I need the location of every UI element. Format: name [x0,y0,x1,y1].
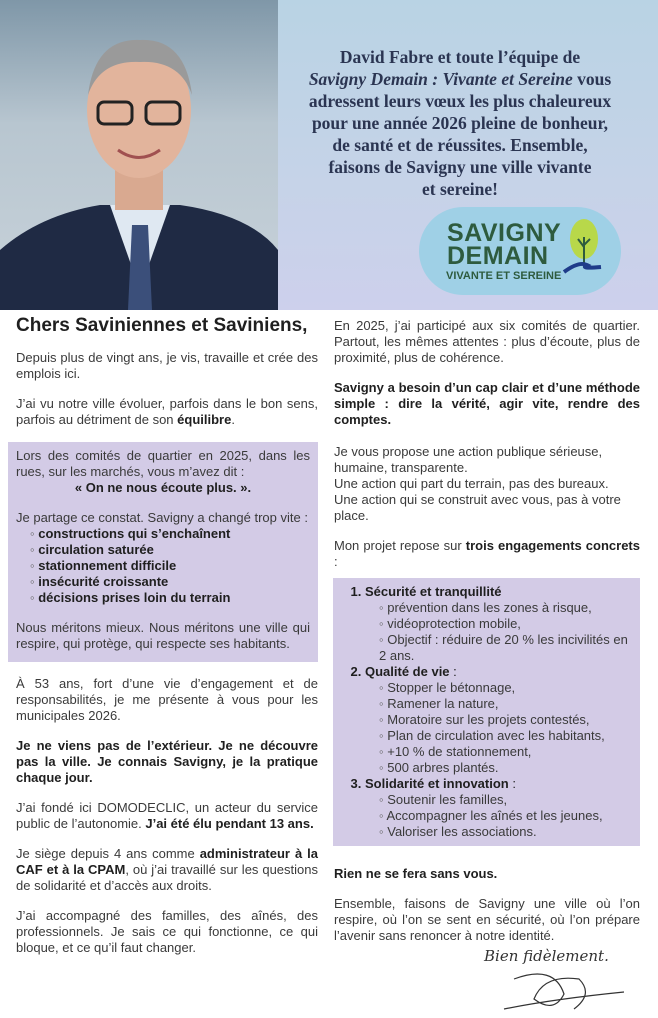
list-item: ◦ prévention dans les zones à risque, [379,600,632,616]
list-item: ◦ circulation saturée [30,542,310,558]
list-item: ◦ stationnement difficile [30,558,310,574]
paragraph: Lors des comités de quartier en 2025, dans les rues, sur les marchés, vous m’avez dit : [16,448,310,479]
logo-line: DEMAIN [447,242,549,270]
engagement-quality-of-life: 2. Qualité de vie : ◦ Stopper le bétonnage, ◦ Ramener la nature, ◦ Moratoire sur les projets contestés, ◦ Plan de circulation avec les habitants, ◦ +10 % de stationnement, ◦ 500 arbres plantés. [365,664,632,776]
letter-salutation: Chers Saviniennes et Saviniens, [16,315,308,336]
bold-text: administrateur à la CAF et à la CPAM [16,846,318,877]
engagement-security: 1. Sécurité et tranquillité ◦ prévention dans les zones à risque, ◦ vidéoprotection mobile, ◦ Objectif : réduire de 20 % les incivilités en 2 ans. [365,584,632,664]
paragraph: Je vous propose une action publique sérieuse, humaine, transparente. Une action qui part du terrain, pas des bureaux. Une action qui se construit avec vous, pas à votre place. [334,444,621,523]
paragraph: Je partage ce constat. Savigny a changé trop vite : [16,510,308,525]
list-item: ◦ Objectif : réduire de 20 % les incivilités en 2 ans. [379,632,632,664]
engagement-solidarity: 3. Solidarité et innovation : ◦ Soutenir les familles, ◦ Accompagner les aînés et les jeunes, ◦ Valoriser les associations. [365,776,632,840]
candidate-photo [0,0,278,310]
logo-tagline: VIVANTE ET SEREINE [446,270,562,282]
bold-text: équilibre [177,412,232,427]
text: . [231,412,235,427]
engagements-list [341,584,632,840]
paragraph: Mon projet repose sur trois engagements concrets : [334,538,640,569]
list-item: ◦ Ramener la nature, [379,696,632,712]
list-item: ◦ Accompagner les aînés et les jeunes, [379,808,632,824]
concerns-box [8,442,318,662]
list-item: ◦ constructions qui s’enchaînent [30,526,310,542]
header-banner [0,0,658,310]
greeting-line: David Fabre et toute l’équipe de [339,47,581,67]
signature [494,964,634,1014]
bold-text: trois engagements concrets [465,538,640,553]
savigny-demain-logo [419,207,621,295]
list-item: ◦ Valoriser les associations. [379,824,632,840]
portrait-illustration [0,0,278,310]
paragraph: En 2025, j’ai participé aux six comités de quartier. Partout, les mêmes attentes : plus d’écoute, plus de proximité, plus de cohérence. [334,318,640,365]
new-year-greeting [290,46,630,200]
list-item: ◦ Moratoire sur les projets contestés, [379,712,632,728]
bold-paragraph: Je ne viens pas de l’extérieur. Je ne découvre pas la ville. Je connais Savigny, je la pratique chaque jour. [16,738,318,785]
paragraph: Nous méritons mieux. Nous méritons une ville qui respire, qui protège, qui respecte ses habitants. [16,620,310,651]
left-column [16,315,318,970]
list-item: ◦ Soutenir les familles, [379,792,632,808]
greeting-line: adressent leurs vœux les plus chaleureux [308,91,612,111]
closing-handwritten: Bien fidèlement. [484,947,609,965]
paragraph: J’ai accompagné des familles, des aînés, des professionnels. Je sais ce qui fonctionne, ce qui bloque, et ce qu’il faut changer. [16,908,318,955]
paragraph: J’ai fondé ici DOMODECLIC, un acteur du service public de l’autonomie. J’ai été élu pendant 13 ans. [16,800,318,831]
concerns-list [16,526,310,606]
list-item: ◦ Plan de circulation avec les habitants, [379,728,632,744]
bold-paragraph: Rien ne se fera sans vous. [334,866,498,881]
text: J’ai vu notre ville évoluer, parfois dans le bon sens, parfois au détriment de son [16,396,318,427]
list-item: ◦ +10 % de stationnement, [379,744,632,760]
greeting-line [290,68,630,90]
quote: « On ne nous écoute plus. ». [74,480,252,495]
logo-line: SAVIGNY [447,219,562,247]
engagements-box [333,578,640,846]
paragraph: Ensemble, faisons de Savigny une ville où l’on respire, où l’on se sent en sécurité, où l’on prépare l’avenir sans renoncer à notre identité. [334,896,640,943]
greeting-line: et sereine! [422,179,498,199]
list-item: ◦ insécurité croissante [30,574,310,590]
paragraph: Depuis plus de vingt ans, je vis, travaille et crée des emplois ici. [16,350,318,381]
paragraph: Je siège depuis 4 ans comme administrateur à la CAF et à la CPAM, où j’ai travaillé sur les questions de solidarité et d’accès aux droits. [16,846,318,893]
bold-text: J’ai été élu pendant 13 ans. [145,816,314,831]
right-column [334,318,640,1018]
party-name: Savigny Demain : Vivante et Sereine [308,69,573,89]
paragraph [16,396,318,428]
list-item: ◦ Stopper le bétonnage, [379,680,632,696]
list-item: ◦ 500 arbres plantés. [379,760,632,776]
greeting-line: pour une année 2026 pleine de bonheur, [311,113,609,133]
greeting-line: faisons de Savigny une ville vivante [328,157,592,177]
list-item: ◦ décisions prises loin du terrain [30,590,310,606]
list-item: ◦ vidéoprotection mobile, [379,616,632,632]
paragraph: À 53 ans, fort d’une vie d’engagement et de responsabilités, je me présente à vous pour les municipales 2026. [16,676,318,723]
tree-icon [559,217,609,277]
bold-paragraph: Savigny a besoin d’un cap clair et d’une méthode simple : dire la vérité, agir vite, rendre des comptes. [334,380,640,427]
greeting-line: de santé et de réussites. Ensemble, [332,135,588,155]
greeting-text: vous [572,69,612,89]
